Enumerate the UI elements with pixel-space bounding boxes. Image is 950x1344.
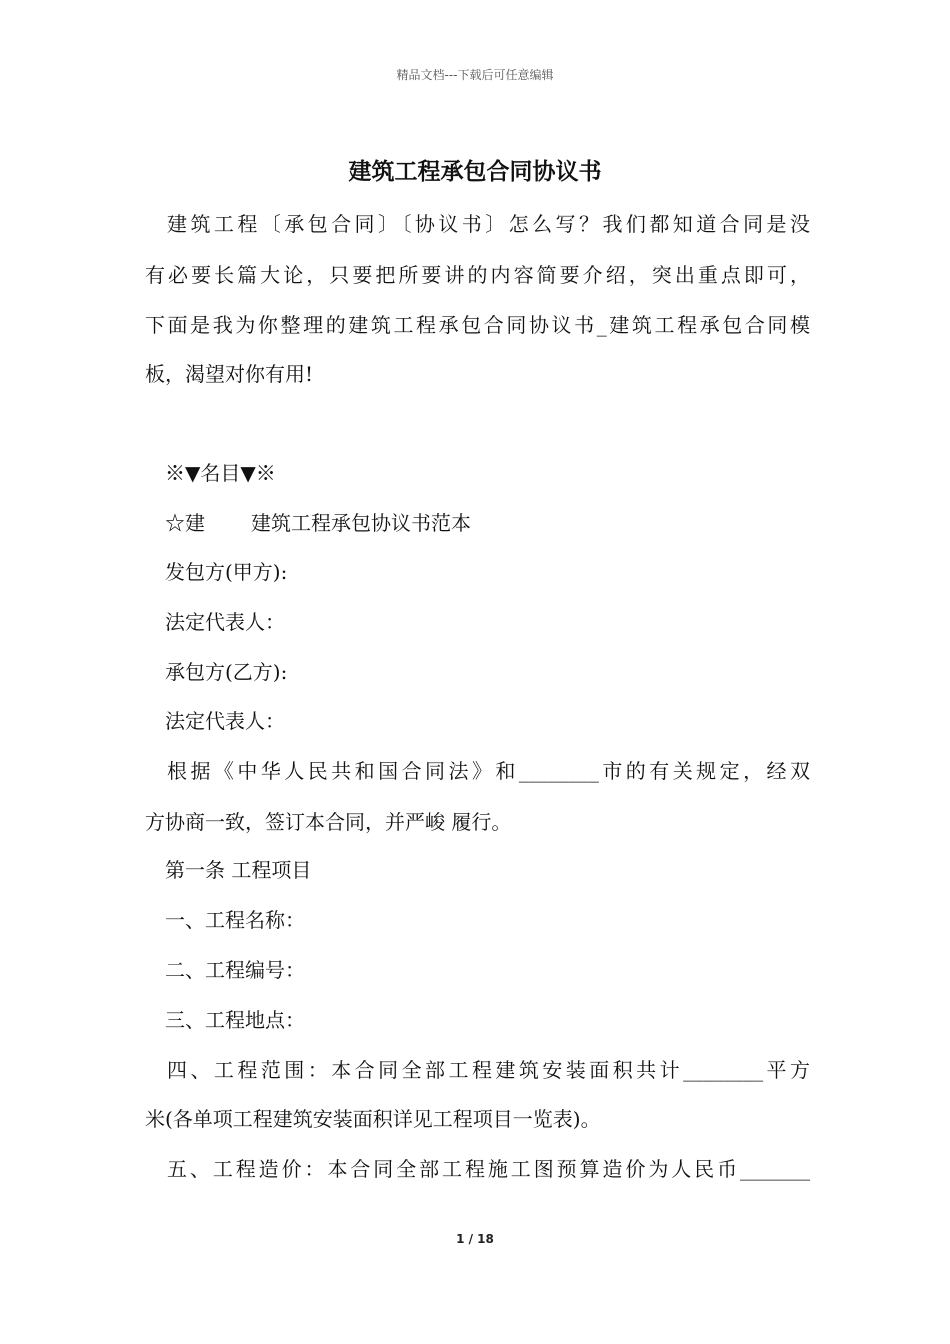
project-location-item: 三、工程地点： (165, 1008, 305, 1032)
page-number: 1 / 18 (456, 1232, 494, 1246)
project-cost-item: 五、工程造价：本合同全部工程施工图预算造价为人民币_______ (167, 1157, 810, 1181)
project-number-item: 二、工程编号： (165, 958, 305, 982)
intro-line-2: 有必要长篇大论，只要把所要讲的内容简要介绍，突出重点即可， (145, 263, 810, 287)
document-title: 建筑工程承包合同协议书 (348, 159, 602, 185)
intro-line-3: 下面是我为你整理的建筑工程承包合同协议书_建筑工程承包合同模 (145, 313, 810, 337)
toc-entry-title: 建筑工程承包协议书范本 (251, 511, 471, 535)
toc-entry[interactable] (165, 508, 665, 538)
intro-line-4: 板，渴望对你有用! (145, 362, 314, 386)
basis-line-2: 方协商一致，签订本合同，并严峻 履行。 (145, 810, 512, 834)
project-scope-line-2: 米(各单项工程建筑安装面积详见工程项目一览表)。 (145, 1107, 601, 1131)
article-1-heading: 第一条 工程项目 (165, 858, 312, 882)
party-b-representative: 法定代表人： (165, 709, 285, 733)
project-name-item: 一、工程名称： (165, 908, 305, 932)
basis-line-1: 根据《中华人民共和国合同法》和________市的有关规定，经双 (167, 759, 810, 783)
toc-heading: ※▼名目▼※ (165, 461, 276, 485)
toc-entry-prefix: ☆建 (165, 511, 205, 535)
party-a-representative: 法定代表人： (165, 610, 285, 634)
intro-line-1: 建筑工程〔承包合同〕〔协议书〕怎么写？我们都知道合同是没 (167, 212, 810, 236)
party-b-label: 承包方(乙方): (165, 660, 288, 684)
party-a-label: 发包方(甲方): (165, 560, 288, 584)
project-scope-line-1: 四、工程范围：本合同全部工程建筑安装面积共计________平方 (167, 1058, 810, 1082)
page-header: 精品文档---下载后可任意编辑 (396, 68, 554, 82)
